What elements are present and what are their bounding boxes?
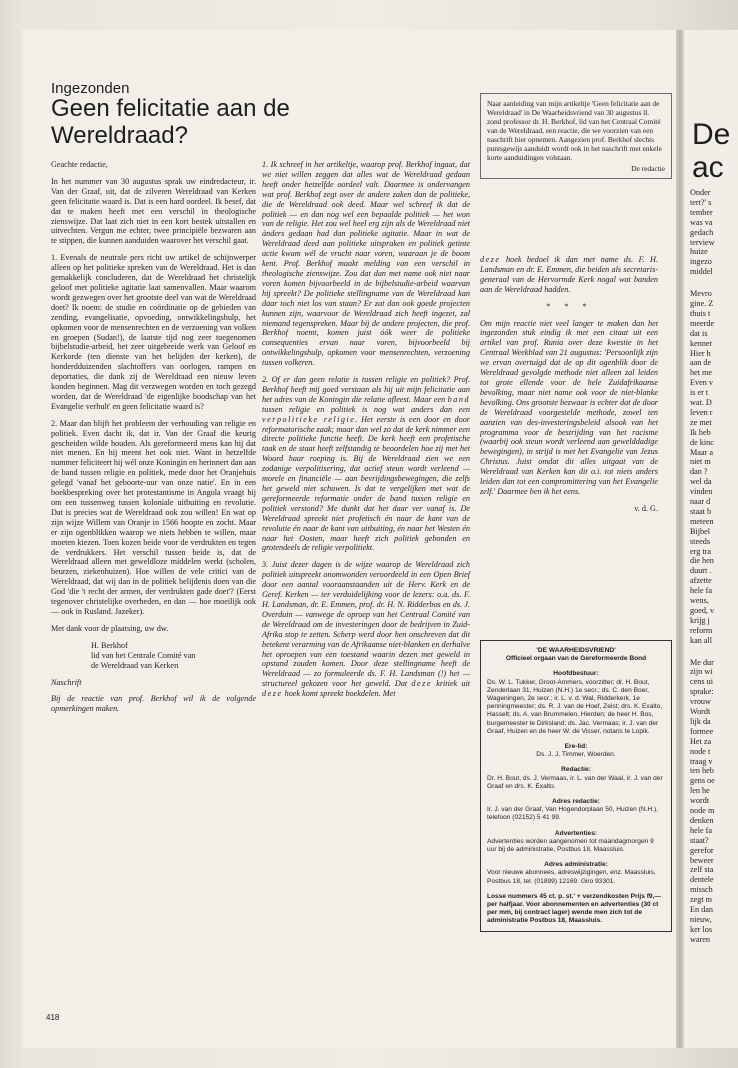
next-article-line: Even v	[690, 378, 713, 388]
next-article-line: dan ?	[690, 467, 708, 477]
colophon-heading: Ere-lid:	[564, 743, 588, 751]
naschrift-point-2: 2. Of er dan geen relatie is tussen religie en politiek? Prof. Berkhof heeft mij goed verstaan als hij uit mijn felicitatie aan het adres van de Koningin die relatie afleest. Maar een band tussen religie en politiek is nog wat anders dan een verpolitieke religie. Het eerste is een door en door reformatorische zaak; maar dan wel zo dat de kerk nimmer een directe politieke functie heeft. De kerk heeft een profetische taak en de staat heeft zelfstandig te beoordelen hoe zij met het Woord haar roeping is. Bij de Wereldraad zien we een zodanige verpolitisering, dat actief steun wordt verleend — morele en financiële — aan bevrijdingsbewegingen, die zelfs het geweld niet schuwen. Is dat te vergelijken met wat de gereformeerde reformatie onder de band tussen religie en politiek verstond? Me dunkt dat het daar ver vanaf is. De Wereldraad spreekt niet profetisch én naar de kant van de revolutie én naar de kant van uitbuiting, én naar het Westen én naar het Oosten, maar heeft zich politiek gebonden en grotendeels de religie verpolitiekt.	[262, 375, 470, 553]
next-article-line: niet m	[690, 457, 711, 467]
next-article-line: terview	[690, 237, 715, 247]
next-article-line: tember	[690, 207, 713, 217]
next-article-line: leven r	[690, 407, 713, 417]
next-article-line: ze met	[690, 417, 712, 427]
next-article-line: hele fa	[690, 825, 713, 835]
next-article-line: Het za	[690, 736, 712, 746]
next-article-line: beweer	[690, 855, 714, 865]
next-article-line: duurt .	[690, 566, 712, 576]
column-1	[51, 160, 256, 721]
next-article-line: meteen	[690, 516, 714, 526]
naschrift-point-3: 3. Juist dezer dagen is de wijze waarop de Wereldraad zich politiek uitspreekt onomwonden veroordeeld in een Open Brief door een aantal vooraanstaanden uit de Herv. Kerk en de Geref. Kerken — ter verduidelijking voor de lezers: o.a. ds. F. H. Landsman, dr. E. Emmen, prof. dr. H. N. Ridderbos en ds. J. Overduin — vanwege de oproep van het Centraal Comité van de Wereldraad om de investeringen door de bedrijven in Zuid-Afrika stop te zetten. Scherp werd door hen onschreven dat dit betekent verarming van de Afrikaanse niet-blanken en derhalve het oproepen van een toestand waarin dezen met geweld in opstand zouden komen. Door deze stellingname heeft de Wereldraad — zo formuleerde ds. F. H. Landsman (!) het — structureel gekozen voor het geweld. Dat deze kritiek uit deze hoek komt spreekt boekdelen. Met	[262, 560, 470, 699]
colophon-text: Dr. H. Bout, ds. J. Vermaas, ir. L. van der Waal, ir. J. van der Graaf en drs. K. Exalto.	[487, 774, 663, 790]
letter-signature-title: de Wereldraad van Kerken	[91, 660, 179, 670]
next-article-line: tert?' s	[690, 197, 712, 207]
next-article-line: zijn wi	[690, 667, 713, 677]
colophon-heading: Redactie:	[561, 766, 591, 774]
next-article-line: wens,	[690, 596, 709, 605]
column-3	[480, 255, 658, 521]
next-article-line: denken	[690, 815, 714, 825]
colophon-text: Ds. W. L. Tukker, Groot-Ammers, voorzitter; dr. H. Bout, Zenderlaan 31, Huizen (N.H.) 1e secr.; ds. C. den Boer, Wageningen, 2e secr.; ir. L. v. d. Wal, Ridderkerk, 1e penningmeester; ds. R. J. van de Hoef, Zeist; drs. K. Exalto, Hasselt; ds. A. van Brummelen, Hierden; de heer H. Bos, burgemeester te Dirksland; ds. Jac. Vermaas; ir. J. van der Graaf, Huizen en de heer W. de Visser, notaris te Lopik.	[487, 678, 663, 735]
letter-closing: Met dank voor de plaatsing, uw dw.	[51, 623, 169, 633]
next-article-line: wordt	[690, 796, 710, 806]
colophon-box	[480, 640, 672, 932]
next-article-line: gine. Z	[690, 299, 714, 308]
colophon-subtitle: Officieel orgaan van de Gereformeerde Bond	[505, 655, 647, 663]
editorial-intro-box	[480, 93, 672, 179]
magazine-page-right	[684, 30, 738, 1048]
next-article-line: Wordt	[690, 707, 711, 716]
naschrift-signature: v. d. G.	[634, 503, 658, 513]
next-article-line: node t	[690, 746, 711, 756]
next-article-line: nieuw,	[690, 914, 712, 924]
colophon-heading: Advertenties:	[554, 829, 598, 837]
next-article-line: hele fa	[690, 586, 713, 596]
next-article-line: de kinc	[690, 437, 714, 447]
next-article-line: gedach	[690, 227, 714, 237]
colophon-heading: Hoofdbestuur:	[553, 670, 599, 678]
next-article-line: ker los	[690, 924, 713, 934]
naschrift-intro: Bij de reactie van prof. Berkhof wil ik de volgende opmerkingen maken.	[51, 694, 256, 714]
naschrift-heading: Naschrift	[51, 677, 82, 687]
letter-signature-name: H. Berkhof	[91, 640, 128, 650]
intro-note-text: Naar aanleiding van mijn artikeltje 'Geen felicitatie aan de Wereldraad' in De Waarheidsvriend van 30 augustus ll. zond professor dr. H. Berkhof, lid van het Centraal Comité van de Wereldraad, een reactie, die we voorzien van een naschrift hier opnemen. Aangezien prof. Berkhof slechts puntsgewijs aanduidt wordt ook in het naschrift met enkele korte aanduidingen volstaan.	[487, 99, 662, 162]
next-article-line: vrouw	[690, 697, 711, 707]
next-article-line: wat. D	[690, 398, 712, 407]
colophon-heading: Adres administratie:	[544, 861, 608, 869]
naschrift-point-1: 1. Ik schreef in het artikeltje, waarop prof. Berkhof ingaat, dat we niet willen zeggen dat alles wat de Wereldraad gedaan heeft onder hetzelfde oordeel valt. Daarmee is ondervangen wat prof. Berkhof zegt over de andere zaken dan de politieke, die de Wereldraad ook deed. Maar wel schreef ik dat de politiek — en dan nog wel een bepaalde politiek — het won van de religie. Het zou wel heel erg zijn als de Wereldraad niet ánders gedaan had dan politieke agitatie. Maar in wat de Wereldraad deed aan politieke uitspraken en politiek getinte actie kwam wél de vrucht naar voren, waaraan je de boom kent. Prof. Berkhof maakt melding van een verschil in theologische zienswijze. Zou dat dan met name ook niet naar voren komen bijvoorbeeld in de bijbelstudie-arbeid waarvan hij spreekt? De politieke stellingname van de Wereldraad kan daar toch niet los van staan? Er zat dan ook goede projecten kunnen zijn, waarvoor de Wereldraad zich heeft ingezet, zal niemand tegenspreken. Maar bij de andere projecten, die prof. Berkhof noemt, komen juist óók weer de politieke consequenties ervan naar voren, bijvoorbeeld bij ontwikkelingshulp, opkomen voor mensenrechten, verzoening tussen volkeren.	[262, 160, 470, 368]
next-article-headline: De ac	[692, 118, 731, 184]
next-article-line: cens ui	[690, 677, 713, 687]
next-article-line: afzette	[690, 576, 712, 586]
next-article-line: erg tra	[690, 546, 711, 556]
next-article-line: zegt m	[690, 895, 713, 905]
next-article-line: formee	[690, 726, 714, 736]
next-article-line: Mevro	[690, 289, 712, 299]
next-article-line: Maar a	[690, 447, 713, 457]
next-article-line: En dan	[690, 905, 713, 914]
next-article-line: len he	[690, 786, 710, 796]
next-article-line: Ik heb	[690, 427, 711, 437]
next-article-line: ten heb	[690, 766, 714, 776]
colophon-title: 'DE WAARHEIDSVRIEND'	[536, 647, 616, 654]
next-article-line: staat b	[690, 506, 712, 516]
colophon-heading: Adres redactie:	[551, 798, 600, 806]
page-gutter	[676, 30, 684, 1048]
naschrift-conclusion: Om mijn reactie niet veel langer te maken dan het ingezonden stuk eindig ik met een citaat uit een artikel van prof. Runia over deze kwestie in het Centraal Weekblad van 21 augustus: 'Persoonlijk zijn we ervan overtuigd dat de op dit ogenblik door de Wereldraad gevolgde methode niet alleen zal leiden tot grote ellende voor de hele Zuidafrikaanse bevolking, maar niet name ook voor de niet-blanke bevolking. Ons grootste bezwaar is echter dat de door de Wereldraad voorgestelde methode, zowel ten aanzien van des-investeringsbeleid alsook van het programma voor de bestrijding van het racisme (waarbij ook steun wordt verleend aan gewelddadige bewegingen), in strijd is met het Evangelie van Jezus Christus. Juist omdat dit alles uitgaat van de Wereldraad van Kerken kan dit o.i. tot niets anders leiden dan tot een compromittering van het Evangelie zelf.' Daarmee ben ik het eens.	[480, 318, 658, 496]
next-article-line: zelf sta	[690, 865, 714, 875]
next-article-line: dat is	[690, 328, 708, 338]
next-article-line: naar d	[690, 497, 711, 506]
intro-note-signature: De redactie	[631, 164, 665, 173]
next-article-line: lijk da	[690, 716, 711, 726]
next-article-line: aan de	[690, 358, 712, 368]
next-article-line: thuis t	[690, 308, 711, 318]
next-article-line: Onder	[690, 188, 711, 197]
next-article-line: node m	[690, 806, 715, 815]
next-article-line: traag v	[690, 756, 713, 766]
colophon-prices: Losse nummers 45 ct. p. st.' + verzendkosten Prijs f9,— per halfjaar. Voor abonnementen en advertenties (30 ct per mm, bij contract lager) wende men zich tot de administratie Postbus 18, Maassluis.	[487, 892, 661, 925]
next-article-line: meerde	[690, 318, 715, 328]
next-article-line: middel	[690, 267, 713, 277]
next-article-line: reform	[690, 625, 713, 635]
next-article-line: vinden	[690, 487, 713, 497]
next-article-line: ingezo	[690, 257, 712, 267]
section-divider-stars: * * *	[545, 301, 593, 311]
colophon-text: Ds. J. J. Timmer, Woerden.	[536, 751, 616, 759]
next-article-line: missch	[690, 885, 713, 895]
colophon-text: Ir. J. van der Graaf, Van Hogendorplaan 50, Huizen (N.H.), telefoon (02152) 5 41 99.	[487, 806, 659, 822]
naschrift-point-3-cont: deze hoek bedoel ik dan met name ds. F. H. Landsman en dr. E. Emmen, die beiden als secretaris-generaal van de Hervormde Kerk nogal wat banden aan de Wereldraad hadden.	[480, 255, 658, 294]
next-article-line: is er t	[690, 388, 709, 398]
next-article-line: waren	[690, 934, 711, 944]
next-article-line: kan all	[690, 635, 713, 645]
letter-paragraph: 2. Maar dan blijft het probleem der verhouding van religie en politiek. Even dacht ik, dat ir. Van der Graaf die keurig gescheiden wilde houden. Als gereformeerd mens kan hij dat niet menen. En hij meent het ook niet. Want in hetzelfde nummer feliciteert hij wél onze Koningin en herinnert dan aan de band tussen religie en politiek, mede door het Oranjehuis gelegd 'vanaf het geboorte-uur van onze natie'. En in een boekbespreking over het protestantisme in Angola vraagt hij om een tussenweg tussen koloniale uitbuiting en revolutie. Dat is precies wat de Wereldraad ook zou willen! En wat op zijn wijze Willem van Oranje in 1566 hoopte en zocht. Maar er zijn ogenblikken waarop we niets hebben te willen, maar moeten kiezen. Toen kozen beide voor de verdrukten en tegen de verdrukkers. Het verschil tussen beide is, dat de Wereldraad alleen met geweldloze middelen werkt (scholen, beurzen, ziekenhuizen). Hoe willen de vele critici van de Wereldraad, dat wij dan in de politiek belijdenis doen van die God 'die 't recht der armen, der verdrukten gade doet'? (Eerst tegenover christelijke overheden, en dan — hoe moeilijk ook — ook in Rusland. Jazeker).	[51, 418, 256, 616]
next-article-line: krijg j	[690, 615, 710, 625]
section-kicker: Ingezonden	[51, 80, 130, 97]
next-article-line: wel da	[690, 477, 712, 487]
letter-salutation: Geachte redactie,	[51, 160, 108, 169]
letter-paragraph: 1. Evenals de neutrale pers richt uw artikel de schijnwerper alleen op het politieke spreken van de Wereldraad. Het is dan gemakkelijk concluderen, dat de Wereldraad het christelijk geloof met politieke agitatie laat samenvallen. Maar waarom wordt gezwegen over het grootste deel van wat de Wereldraad doet? Ik noem: de studie en coördinatie op de gebieden van zending, evangelisatie, opvoeding, ontwikkelingshulp, het opkomen voor de mensenrechten en de verzoening van volken en groepen (Sudan!), de laatste tijd nog zeer toegenomen bijbelstudie-arbeid, het zeer uitgebreide werk van Geloof en Kerkorde (ten dienste van het belijden der kerken), de honderdduizenden slachtoffers van oorlogen, rampen en deportaties, die dank zij de Wereldraad een nieuw leven konden beginnen. Mag dit verzwegen worden en toch gezegd worden, dat de Wereldraad 'de eigenlijke boodschap van het Evangelie verhult' en geen felicitatie waard is?	[51, 253, 256, 411]
next-article-line: gerefor	[690, 845, 714, 855]
article-headline: Geen felicitatie aan de Wereldraad?	[51, 95, 290, 149]
letter-signature-title: lid van het Centrale Comité van	[91, 650, 196, 660]
next-article-line: die hen	[690, 556, 714, 566]
next-article-line: steeds	[690, 536, 711, 546]
next-article-line: Me dur	[690, 657, 714, 667]
letter-paragraph: In het nummer van 30 augustus sprak uw eindredacteur, ir. Van der Graaf, uit, dat de zilveren Wereldraad van Kerken geen felicitatie waard is. Dat is een hard oordeel. Ik besef, dat dat te maken heeft met een verschil in theologische zienswijze. Dat laat zich niet in een kort bestek uitstallen en uitvechten. Vergun me echter, twee principiële bezwaren aan te stippen, die kunnen aanduiden waarover het verschil gaat.	[51, 176, 256, 246]
next-article-line: staat?	[690, 835, 709, 845]
colophon-text: Advertenties worden aangenomen tot maandagmorgen 9 uur bij de administratie, Postbus 18, Maassluis.	[487, 837, 654, 854]
next-article-line: sprake:	[690, 687, 714, 697]
next-article-line: was va	[690, 217, 713, 227]
next-article-line: kenner	[690, 338, 713, 348]
next-article-line: gens oe	[690, 776, 715, 786]
next-article-line: goed, v	[690, 605, 715, 615]
next-article-line: huize	[690, 247, 708, 257]
next-article-line: Hier h	[690, 348, 711, 358]
column-2	[262, 160, 470, 706]
next-article-line: het me	[690, 368, 713, 378]
colophon-text: Voor nieuwe abonnees, adreswijzigingen, enz. Maassluis, Postbus 18, tel. (01899) 12169. Giro 93301.	[487, 869, 656, 885]
page-number: 418	[46, 1013, 60, 1022]
next-article-line: Bijbel	[690, 526, 711, 536]
next-article-line: dentele	[690, 875, 714, 885]
